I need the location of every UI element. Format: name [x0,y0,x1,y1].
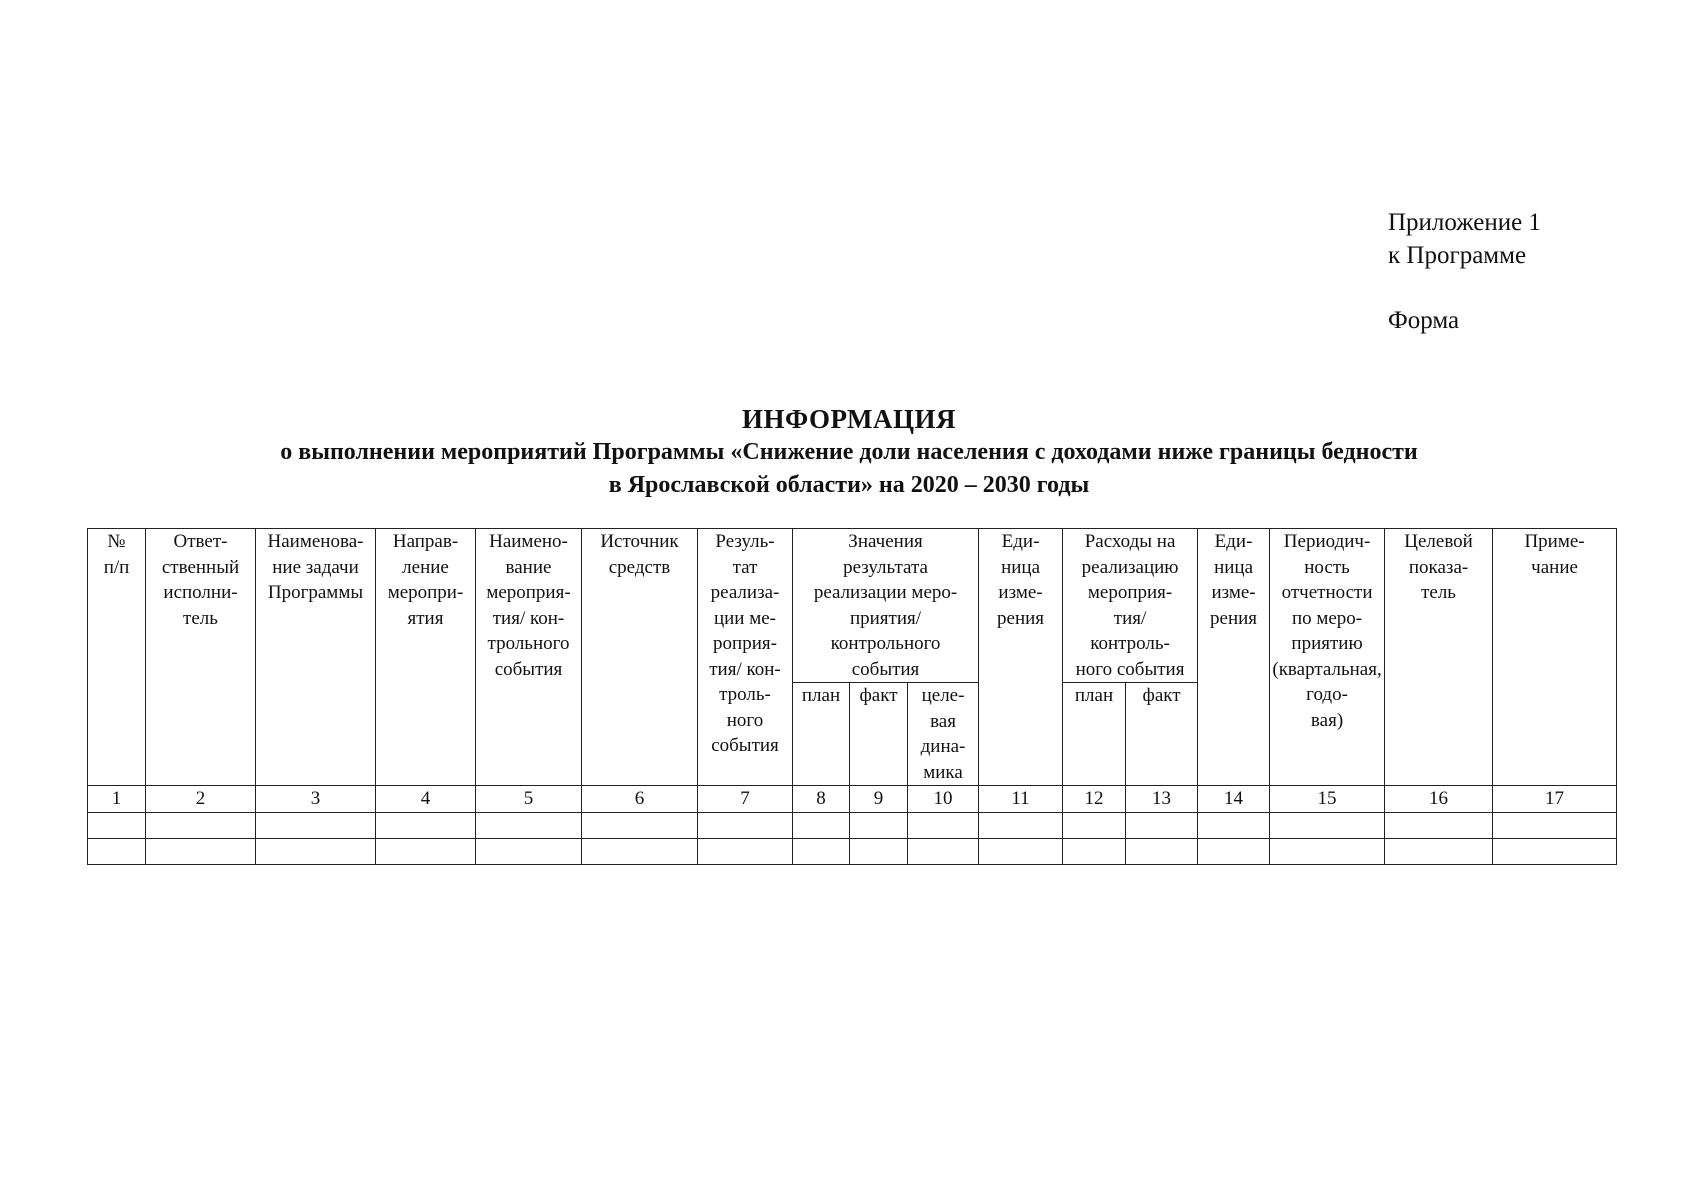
column-number: 8 [793,786,850,813]
empty-cell [256,838,376,864]
column-number: 17 [1493,786,1617,813]
empty-cell [476,838,582,864]
empty-cell [476,812,582,838]
col-header-expense-unit: Еди- ница изме- рения [1198,529,1270,786]
column-number: 12 [1063,786,1126,813]
document-heading [90,402,1608,502]
empty-cell [793,838,850,864]
empty-cell [1198,838,1270,864]
col-header-note: Приме- чание [1493,529,1617,786]
col-header-result: Резуль- тат реализа- ции ме- роприя- тия/ кон- троль- ного события [698,529,793,786]
col-header-responsible: Ответ- ственный исполни- тель [146,529,256,786]
empty-cell [908,812,979,838]
column-number: 6 [582,786,698,813]
column-number: 1 [88,786,146,813]
col-group-result-values: Значения результата реализации меро- приятия/ контрольного события [793,529,979,683]
column-number: 5 [476,786,582,813]
empty-cell [1063,812,1126,838]
empty-cell [698,838,793,864]
col-header-target-indicator: Целевой показа- тель [1385,529,1493,786]
annex-line-1: Приложение 1 [1388,209,1541,236]
empty-cell [146,838,256,864]
col-header-expense-plan: план [1063,683,1126,786]
empty-cell [1270,838,1385,864]
column-number: 11 [979,786,1063,813]
col-header-number: № п/п [88,529,146,786]
empty-cell [88,812,146,838]
empty-cell [1126,812,1198,838]
column-number: 13 [1126,786,1198,813]
empty-cell [850,838,908,864]
col-header-funding-source: Источник средств [582,529,698,786]
column-number: 16 [1385,786,1493,813]
col-group-expenses: Расходы на реализацию мероприя- тия/ контроль- ного события [1063,529,1198,683]
annex-block [1388,206,1541,337]
empty-cell [376,812,476,838]
empty-cell [1493,838,1617,864]
document-subtitle-line-2: в Ярославской области» на 2020 – 2030 годы [608,472,1090,498]
report-form-table [87,528,1617,865]
col-header-expense-fact: факт [1126,683,1198,786]
annex-line-2: к Программе [1388,242,1527,269]
empty-cell [850,812,908,838]
column-number: 15 [1270,786,1385,813]
document-subtitle-line-1: о выполнении мероприятий Программы «Снижение доли населения с доходами ниже границы бедности [280,439,1418,465]
form-label: Форма [1388,307,1460,334]
col-header-value-plan: план [793,683,850,786]
empty-cell [908,838,979,864]
empty-cell [256,812,376,838]
empty-cell [793,812,850,838]
empty-cell [1063,838,1126,864]
empty-cell [582,838,698,864]
column-number: 14 [1198,786,1270,813]
column-number: 10 [908,786,979,813]
column-number: 4 [376,786,476,813]
empty-cell [979,838,1063,864]
empty-cell [698,812,793,838]
column-number: 9 [850,786,908,813]
document-title: ИНФОРМАЦИЯ [742,404,956,434]
empty-cell [88,838,146,864]
column-number-row [88,786,1617,813]
empty-cell [376,838,476,864]
empty-cell [1270,812,1385,838]
col-header-direction: Направ- ление меропри- ятия [376,529,476,786]
col-header-value-fact: факт [850,683,908,786]
column-number: 3 [256,786,376,813]
empty-data-row [88,812,1617,838]
column-number: 2 [146,786,256,813]
empty-cell [1385,812,1493,838]
empty-cell [1126,838,1198,864]
empty-cell [1385,838,1493,864]
empty-cell [146,812,256,838]
empty-cell [979,812,1063,838]
col-header-value-target-dynamics: целе- вая дина- мика [908,683,979,786]
empty-cell [1198,812,1270,838]
col-header-event-name: Наимено- вание мероприя- тия/ кон- трольного события [476,529,582,786]
empty-data-row [88,838,1617,864]
empty-cell [1493,812,1617,838]
col-header-unit: Еди- ница изме- рения [979,529,1063,786]
empty-cell [582,812,698,838]
header-row-main [88,529,1617,683]
col-header-periodicity: Периодич- ность отчетности по меро- приятию (квартальная, годо- вая) [1270,529,1385,786]
col-header-task-name: Наименова- ние задачи Программы [256,529,376,786]
column-number: 7 [698,786,793,813]
